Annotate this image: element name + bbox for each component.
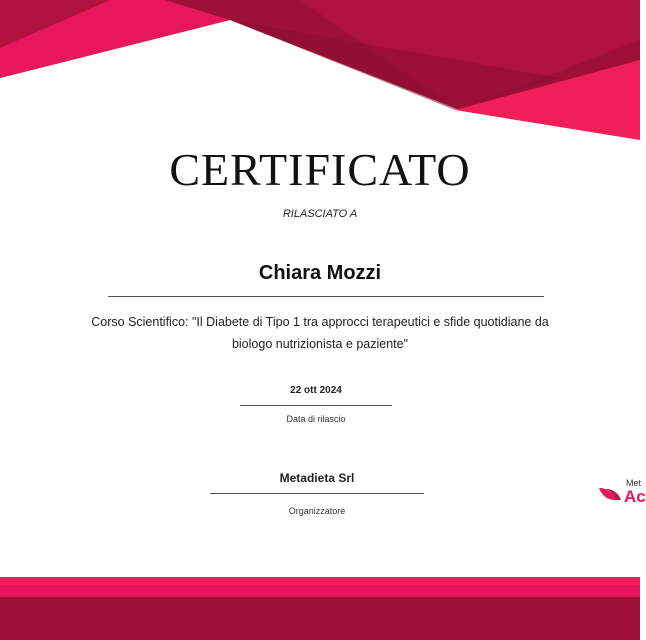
- recipient-name: Chiara Mozzi: [258, 262, 382, 284]
- recipient-underline: [108, 296, 544, 297]
- organizer-underline: [210, 493, 424, 494]
- organizer-label: Organizzatore: [288, 506, 346, 516]
- brand-logo: [596, 478, 646, 506]
- issue-date-underline: [240, 405, 392, 406]
- certificate-title: CERTIFICATO: [169, 144, 471, 195]
- bottom-decoration: [0, 570, 640, 640]
- leaf-logo-icon: [598, 486, 622, 502]
- logo-big-text: Ac: [624, 487, 646, 506]
- logo-small-text: Met: [626, 478, 642, 488]
- top-decoration: [0, 0, 640, 150]
- issue-date-label: Data di rilascio: [286, 414, 346, 424]
- course-line-2: biologo nutrizionista e paziente": [231, 337, 409, 351]
- organizer-name: Metadieta Srl: [279, 471, 355, 485]
- course-description: [80, 311, 560, 355]
- course-line-1: Corso Scientifico: "Il Diabete di Tipo 1 tra approcci terapeutici e sfide quotidiane da: [91, 315, 549, 329]
- issue-date: 22 ott 2024: [290, 385, 342, 396]
- issued-to-label: RILASCIATO A: [282, 208, 358, 220]
